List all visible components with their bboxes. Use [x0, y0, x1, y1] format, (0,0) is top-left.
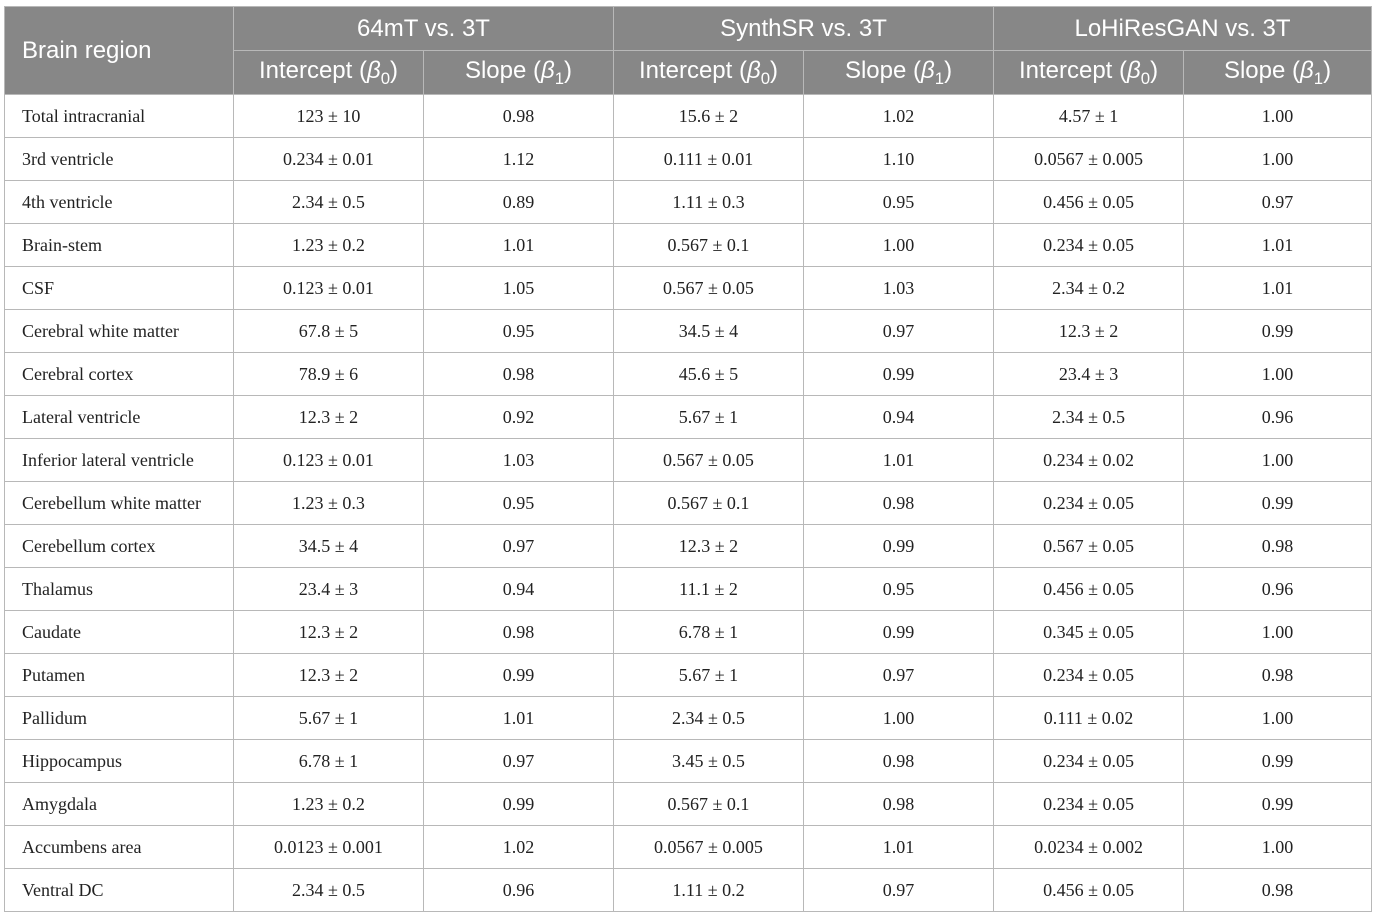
slope-cell: 0.94	[804, 396, 994, 439]
intercept-cell: 3.45 ± 0.5	[614, 740, 804, 783]
slope-cell: 1.03	[424, 439, 614, 482]
group-header-64mt: 64mT vs. 3T	[234, 7, 614, 51]
slope-cell: 0.98	[424, 95, 614, 138]
slope-cell: 0.99	[804, 353, 994, 396]
intercept-cell: 0.234 ± 0.05	[994, 654, 1184, 697]
slope-cell: 0.92	[424, 396, 614, 439]
group-header-synthsr: SynthSR vs. 3T	[614, 7, 994, 51]
slope-header: Slope $(\beta_1)$	[804, 51, 994, 95]
intercept-cell: 0.0234 ± 0.002	[994, 826, 1184, 869]
table-row	[5, 267, 1372, 310]
slope-cell: 0.97	[804, 310, 994, 353]
intercept-cell: 23.4 ± 3	[994, 353, 1184, 396]
table-row	[5, 568, 1372, 611]
intercept-cell: 0.456 ± 0.05	[994, 568, 1184, 611]
slope-cell: 1.05	[424, 267, 614, 310]
table-row	[5, 310, 1372, 353]
intercept-cell: 0.456 ± 0.05	[994, 181, 1184, 224]
intercept-cell: 67.8 ± 5	[234, 310, 424, 353]
intercept-header: Intercept $(\beta_0)$	[994, 51, 1184, 95]
intercept-cell: 12.3 ± 2	[234, 654, 424, 697]
intercept-header: Intercept $(\beta_0)$	[614, 51, 804, 95]
intercept-cell: 11.1 ± 2	[614, 568, 804, 611]
intercept-cell: 6.78 ± 1	[234, 740, 424, 783]
brain-region-cell: Cerebral cortex	[5, 353, 234, 396]
intercept-cell: 0.567 ± 0.05	[994, 525, 1184, 568]
intercept-header: Intercept $(\beta_0)$	[234, 51, 424, 95]
brain-region-cell: Brain-stem	[5, 224, 234, 267]
slope-cell: 0.98	[1184, 525, 1372, 568]
intercept-cell: 12.3 ± 2	[614, 525, 804, 568]
intercept-cell: 0.234 ± 0.05	[994, 740, 1184, 783]
brain-region-cell: Caudate	[5, 611, 234, 654]
intercept-cell: 0.567 ± 0.1	[614, 482, 804, 525]
slope-cell: 1.00	[1184, 138, 1372, 181]
slope-cell: 1.12	[424, 138, 614, 181]
slope-cell: 0.96	[1184, 568, 1372, 611]
slope-cell: 1.10	[804, 138, 994, 181]
intercept-cell: 2.34 ± 0.5	[614, 697, 804, 740]
intercept-cell: 0.234 ± 0.01	[234, 138, 424, 181]
brain-region-cell: Cerebral white matter	[5, 310, 234, 353]
slope-cell: 1.01	[424, 224, 614, 267]
slope-cell: 1.02	[804, 95, 994, 138]
slope-cell: 1.01	[804, 439, 994, 482]
slope-cell: 0.99	[804, 611, 994, 654]
slope-cell: 0.98	[804, 783, 994, 826]
intercept-cell: 4.57 ± 1	[994, 95, 1184, 138]
intercept-cell: 1.23 ± 0.3	[234, 482, 424, 525]
intercept-cell: 0.234 ± 0.05	[994, 224, 1184, 267]
table-row	[5, 482, 1372, 525]
table-row	[5, 181, 1372, 224]
table-row	[5, 611, 1372, 654]
table-row	[5, 138, 1372, 181]
slope-cell: 0.99	[424, 654, 614, 697]
intercept-cell: 0.234 ± 0.05	[994, 783, 1184, 826]
slope-cell: 0.99	[1184, 783, 1372, 826]
intercept-cell: 0.111 ± 0.01	[614, 138, 804, 181]
intercept-cell: 0.0567 ± 0.005	[614, 826, 804, 869]
brain-region-cell: Total intracranial	[5, 95, 234, 138]
brain-region-cell: Lateral ventricle	[5, 396, 234, 439]
slope-cell: 0.98	[804, 482, 994, 525]
table-header	[5, 7, 1372, 95]
brain-region-cell: CSF	[5, 267, 234, 310]
intercept-cell: 1.11 ± 0.2	[614, 869, 804, 912]
table-row	[5, 654, 1372, 697]
table-row	[5, 353, 1372, 396]
brain-region-header: Brain region	[5, 7, 234, 95]
intercept-cell: 0.567 ± 0.1	[614, 224, 804, 267]
brain-region-cell: Accumbens area	[5, 826, 234, 869]
intercept-cell: 0.456 ± 0.05	[994, 869, 1184, 912]
table-row	[5, 740, 1372, 783]
slope-cell: 1.03	[804, 267, 994, 310]
brain-region-cell: Hippocampus	[5, 740, 234, 783]
intercept-cell: 2.34 ± 0.5	[234, 869, 424, 912]
intercept-cell: 0.0123 ± 0.001	[234, 826, 424, 869]
intercept-cell: 12.3 ± 2	[234, 611, 424, 654]
slope-cell: 1.02	[424, 826, 614, 869]
slope-cell: 0.97	[804, 869, 994, 912]
slope-cell: 0.97	[804, 654, 994, 697]
slope-cell: 1.00	[1184, 697, 1372, 740]
table-row	[5, 826, 1372, 869]
intercept-cell: 2.34 ± 0.5	[234, 181, 424, 224]
brain-region-cell: Pallidum	[5, 697, 234, 740]
slope-cell: 1.00	[804, 697, 994, 740]
table-row	[5, 224, 1372, 267]
slope-cell: 1.01	[1184, 224, 1372, 267]
brain-region-cell: 4th ventricle	[5, 181, 234, 224]
slope-cell: 1.00	[1184, 611, 1372, 654]
table-row	[5, 439, 1372, 482]
slope-cell: 0.97	[1184, 181, 1372, 224]
slope-cell: 1.00	[1184, 353, 1372, 396]
slope-cell: 0.99	[804, 525, 994, 568]
intercept-cell: 0.234 ± 0.05	[994, 482, 1184, 525]
slope-cell: 0.95	[804, 181, 994, 224]
slope-cell: 1.01	[804, 826, 994, 869]
intercept-cell: 0.234 ± 0.02	[994, 439, 1184, 482]
intercept-cell: 0.0567 ± 0.005	[994, 138, 1184, 181]
slope-cell: 0.99	[1184, 482, 1372, 525]
table-row	[5, 95, 1372, 138]
slope-cell: 0.99	[1184, 740, 1372, 783]
slope-cell: 1.01	[424, 697, 614, 740]
intercept-cell: 0.345 ± 0.05	[994, 611, 1184, 654]
brain-region-cell: Amygdala	[5, 783, 234, 826]
slope-cell: 0.99	[1184, 310, 1372, 353]
header-row-groups	[5, 7, 1372, 51]
intercept-cell: 123 ± 10	[234, 95, 424, 138]
brain-region-cell: Cerebellum cortex	[5, 525, 234, 568]
slope-cell: 0.95	[424, 310, 614, 353]
slope-cell: 0.96	[1184, 396, 1372, 439]
intercept-cell: 2.34 ± 0.2	[994, 267, 1184, 310]
intercept-cell: 0.123 ± 0.01	[234, 267, 424, 310]
slope-cell: 0.98	[1184, 869, 1372, 912]
brain-region-cell: Cerebellum white matter	[5, 482, 234, 525]
brain-region-cell: 3rd ventricle	[5, 138, 234, 181]
intercept-cell: 15.6 ± 2	[614, 95, 804, 138]
brain-region-cell: Ventral DC	[5, 869, 234, 912]
slope-cell: 0.97	[424, 740, 614, 783]
slope-header: Slope $(\beta_1)$	[1184, 51, 1372, 95]
slope-cell: 1.00	[1184, 95, 1372, 138]
intercept-cell: 34.5 ± 4	[234, 525, 424, 568]
slope-cell: 0.98	[424, 353, 614, 396]
table-row	[5, 396, 1372, 439]
intercept-cell: 0.567 ± 0.1	[614, 783, 804, 826]
intercept-cell: 0.567 ± 0.05	[614, 267, 804, 310]
intercept-cell: 12.3 ± 2	[234, 396, 424, 439]
intercept-cell: 23.4 ± 3	[234, 568, 424, 611]
intercept-cell: 1.11 ± 0.3	[614, 181, 804, 224]
slope-cell: 0.95	[424, 482, 614, 525]
slope-cell: 0.98	[804, 740, 994, 783]
intercept-cell: 34.5 ± 4	[614, 310, 804, 353]
slope-cell: 1.00	[1184, 826, 1372, 869]
brain-region-cell: Inferior lateral ventricle	[5, 439, 234, 482]
intercept-cell: 0.111 ± 0.02	[994, 697, 1184, 740]
slope-header: Slope $(\beta_1)$	[424, 51, 614, 95]
slope-cell: 0.89	[424, 181, 614, 224]
intercept-cell: 5.67 ± 1	[614, 654, 804, 697]
intercept-cell: 45.6 ± 5	[614, 353, 804, 396]
intercept-cell: 2.34 ± 0.5	[994, 396, 1184, 439]
intercept-cell: 1.23 ± 0.2	[234, 224, 424, 267]
table-row	[5, 783, 1372, 826]
intercept-cell: 5.67 ± 1	[234, 697, 424, 740]
intercept-cell: 1.23 ± 0.2	[234, 783, 424, 826]
intercept-cell: 0.123 ± 0.01	[234, 439, 424, 482]
slope-cell: 0.99	[424, 783, 614, 826]
slope-cell: 1.00	[1184, 439, 1372, 482]
slope-cell: 0.97	[424, 525, 614, 568]
brain-region-cell: Thalamus	[5, 568, 234, 611]
intercept-cell: 6.78 ± 1	[614, 611, 804, 654]
slope-cell: 1.01	[1184, 267, 1372, 310]
group-header-lohiresgan: LoHiResGAN vs. 3T	[994, 7, 1372, 51]
table-row	[5, 869, 1372, 912]
intercept-cell: 12.3 ± 2	[994, 310, 1184, 353]
table-row	[5, 525, 1372, 568]
table-body	[5, 95, 1372, 912]
slope-cell: 1.00	[804, 224, 994, 267]
slope-cell: 0.95	[804, 568, 994, 611]
slope-cell: 0.98	[1184, 654, 1372, 697]
regression-table	[4, 6, 1372, 912]
intercept-cell: 0.567 ± 0.05	[614, 439, 804, 482]
intercept-cell: 78.9 ± 6	[234, 353, 424, 396]
intercept-cell: 5.67 ± 1	[614, 396, 804, 439]
table-row	[5, 697, 1372, 740]
slope-cell: 0.94	[424, 568, 614, 611]
brain-region-cell: Putamen	[5, 654, 234, 697]
slope-cell: 0.96	[424, 869, 614, 912]
slope-cell: 0.98	[424, 611, 614, 654]
